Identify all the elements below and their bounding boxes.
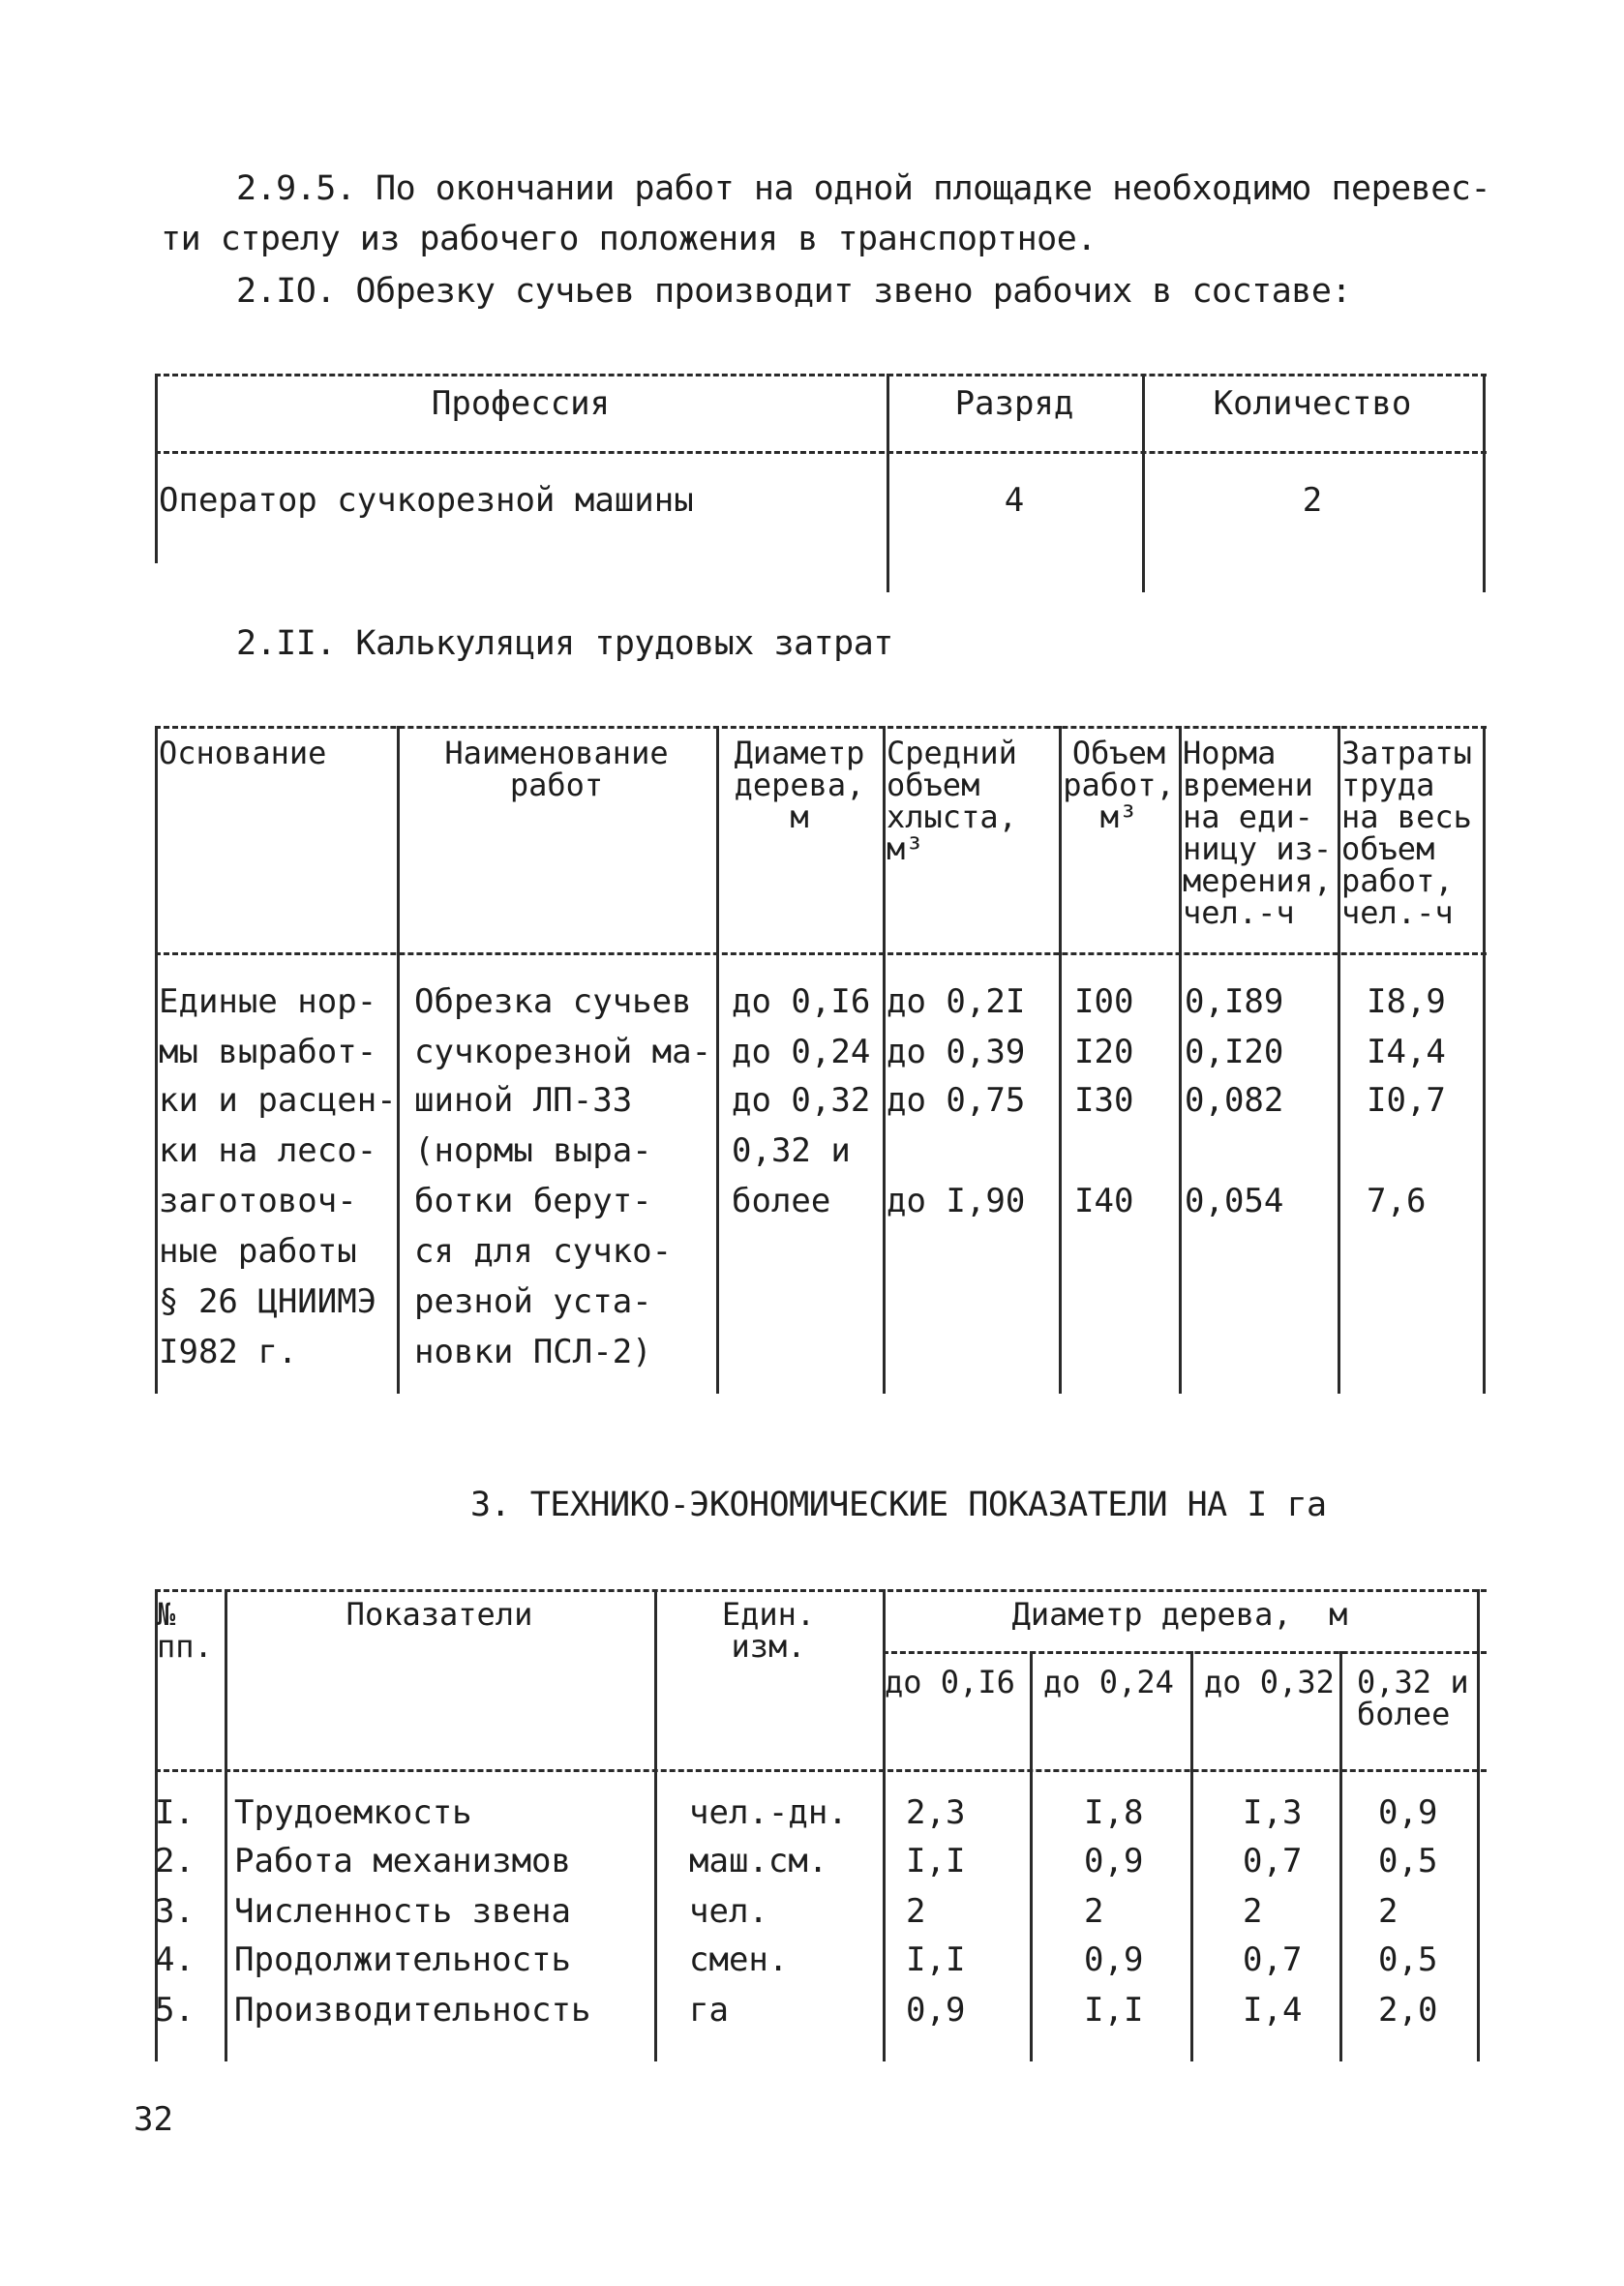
ind-row-num: 3.: [155, 1892, 195, 1931]
ind-row-num: 2.: [155, 1842, 195, 1880]
calc-diameter-line: до 0,32: [732, 1081, 871, 1120]
calc-avg-volume: до I,90: [887, 1182, 1026, 1220]
ind-row-value-d3: 2: [1243, 1892, 1263, 1931]
calc-table-right-border: [1483, 726, 1486, 1394]
ind-row-value-d1: I,I: [906, 1842, 966, 1880]
ind-row-value-d2: 0,9: [1084, 1842, 1144, 1880]
calc-header-basis: Основание: [159, 735, 327, 771]
calc-basis-line: § 26 ЦНИИМЭ: [159, 1282, 377, 1321]
ind-row-name: Продолжительность: [234, 1940, 571, 1979]
crew-cell-grade: 4: [1004, 481, 1025, 520]
calc-basis-line: ные работы: [159, 1232, 357, 1271]
ind-row-value-d3: I,4: [1243, 1991, 1303, 2030]
ind-row-name: Работа механизмов: [234, 1842, 571, 1880]
ind-row-num: I.: [155, 1793, 195, 1832]
calc-work-volume: I30: [1074, 1081, 1134, 1120]
ind-row-name: Производительность: [234, 1991, 591, 2030]
calc-work-line: шиной ЛП-33: [414, 1081, 633, 1120]
ind-row-value-d4: 0,5: [1378, 1940, 1438, 1979]
ind-row-value-d1: 2,3: [906, 1793, 966, 1832]
ind-table-divider-d1: [1030, 1651, 1033, 2061]
calc-header-diameter: Диаметр дерева, м: [734, 735, 865, 835]
calc-labor-cost: I4,4: [1367, 1033, 1446, 1071]
calc-basis-line: ки на лесо-: [159, 1131, 377, 1170]
ind-row-name: Трудоемкость: [234, 1793, 472, 1832]
calc-table-top-rule: [155, 726, 1487, 729]
ind-row-value-d2: I,I: [1084, 1991, 1144, 2030]
ind-row-value-d3: 0,7: [1243, 1940, 1303, 1979]
calc-header-work-volume: Объем работ, м³: [1063, 735, 1175, 835]
ind-row-num: 5.: [155, 1991, 195, 2030]
calc-work-line: новки ПСЛ-2): [414, 1333, 652, 1371]
page-number: 32: [134, 2100, 173, 2139]
ind-header-name: Показатели: [346, 1596, 533, 1633]
section-2-11-title: 2.II. Калькуляция трудовых затрат: [236, 624, 893, 663]
calc-basis-line: ки и расцен-: [159, 1081, 397, 1120]
ind-row-unit: чел.-дн.: [689, 1793, 848, 1832]
calc-diameter-line: 0,32 и: [732, 1131, 851, 1170]
calc-work-volume: I40: [1074, 1182, 1134, 1220]
paragraph-2-10: 2.IO. Обрезку сучьев производит звено рабочих в составе:: [236, 272, 1352, 311]
calc-header-work: Наименование работ: [444, 735, 669, 803]
ind-table-divider-num: [225, 1589, 227, 2061]
paragraph-2-9-5-line2: ти стрелу из рабочего положения в транспортное.: [161, 220, 1097, 258]
calc-diameter-line: до 0,24: [732, 1033, 871, 1071]
ind-row-value-d3: 0,7: [1243, 1842, 1303, 1880]
ind-table-divider-unit: [883, 1589, 886, 2061]
ind-row-unit: чел.: [689, 1892, 768, 1931]
calc-avg-volume: до 0,39: [887, 1033, 1026, 1071]
calc-work-line: Обрезка сучьев: [414, 982, 692, 1021]
ind-table-divider-d2: [1190, 1651, 1193, 2061]
ind-row-name: Численность звена: [234, 1892, 571, 1931]
ind-header-num: № пп.: [157, 1596, 213, 1665]
crew-header-grade: Разряд: [954, 384, 1074, 423]
ind-table-header-rule: [155, 1769, 1487, 1772]
calc-work-volume: I20: [1074, 1033, 1134, 1071]
calc-table-divider-5: [1179, 726, 1182, 1394]
calc-time-norm: 0,I20: [1185, 1033, 1284, 1071]
ind-row-value-d1: 2: [906, 1892, 926, 1931]
ind-table-divider-d3: [1339, 1651, 1342, 2061]
crew-cell-count: 2: [1302, 481, 1323, 520]
calc-labor-cost: I8,9: [1367, 982, 1446, 1021]
ind-row-value-d1: 0,9: [906, 1991, 966, 2030]
ind-row-num: 4.: [155, 1940, 195, 1979]
crew-table-top-rule: [155, 374, 1487, 376]
ind-header-d2: до 0,24: [1043, 1664, 1174, 1700]
ind-row-unit: га: [689, 1991, 729, 2030]
section-3-title: 3. ТЕХНИКО-ЭКОНОМИЧЕСКИЕ ПОКАЗАТЕЛИ НА I га: [470, 1486, 1327, 1524]
calc-labor-cost: 7,6: [1367, 1182, 1427, 1220]
ind-row-value-d4: 2: [1378, 1892, 1398, 1931]
crew-cell-profession: Оператор сучкорезной машины: [159, 481, 694, 520]
ind-row-value-d2: 2: [1084, 1892, 1104, 1931]
ind-row-value-d4: 2,0: [1378, 1991, 1438, 2030]
ind-row-value-d1: I,I: [906, 1940, 966, 1979]
ind-header-diameter-group: Диаметр дерева, м: [1011, 1596, 1348, 1633]
calc-basis-line: Единые нор-: [159, 982, 377, 1021]
ind-row-value-d2: 0,9: [1084, 1940, 1144, 1979]
calc-header-time-norm: Норма времени на еди- ницу из- мерения, чел.-ч: [1183, 735, 1333, 931]
calc-table-divider-3: [883, 726, 886, 1394]
calc-table-divider-1: [397, 726, 400, 1394]
ind-table-group-rule: [883, 1651, 1487, 1654]
calc-diameter-line: до 0,I6: [732, 982, 871, 1021]
ind-header-d1: до 0,I6: [885, 1664, 1015, 1700]
crew-header-count: Количество: [1213, 384, 1412, 423]
ind-row-value-d2: I,8: [1084, 1793, 1144, 1832]
calc-time-norm: 0,I89: [1185, 982, 1284, 1021]
calc-header-labor-cost: Затраты труда на весь объем работ, чел.-ч: [1341, 735, 1472, 931]
crew-table-header-rule: [155, 451, 1487, 454]
calc-diameter-line: более: [732, 1182, 831, 1220]
calc-work-line: ботки берут-: [414, 1182, 652, 1220]
calc-table-header-rule: [155, 952, 1487, 955]
ind-header-unit: Един. изм.: [721, 1596, 816, 1665]
calc-time-norm: 0,054: [1185, 1182, 1284, 1220]
ind-row-value-d3: I,3: [1243, 1793, 1303, 1832]
calc-header-avg-volume: Средний объем хлыста, м³: [887, 735, 1017, 867]
calc-work-line: ся для сучко-: [414, 1232, 673, 1271]
crew-table-right-border: [1483, 374, 1486, 592]
calc-labor-cost: I0,7: [1367, 1081, 1446, 1120]
ind-row-value-d4: 0,9: [1378, 1793, 1438, 1832]
paragraph-2-9-5-line1: 2.9.5. По окончании работ на одной площадке необходимо перевес-: [236, 169, 1491, 208]
calc-work-line: (нормы выра-: [414, 1131, 652, 1170]
ind-header-d3: до 0,32: [1204, 1664, 1335, 1700]
crew-header-profession: Профессия: [431, 384, 611, 423]
calc-table-divider-6: [1338, 726, 1340, 1394]
calc-avg-volume: до 0,2I: [887, 982, 1026, 1021]
ind-header-d4: 0,32 и более: [1357, 1664, 1469, 1732]
calc-work-volume: I00: [1074, 982, 1134, 1021]
calc-avg-volume: до 0,75: [887, 1081, 1026, 1120]
calc-table-left-border: [155, 726, 158, 1394]
calc-work-line: резной уста-: [414, 1282, 652, 1321]
calc-time-norm: 0,082: [1185, 1081, 1284, 1120]
calc-basis-line: заготовоч-: [159, 1182, 357, 1220]
calc-basis-line: I982 г.: [159, 1333, 298, 1371]
ind-row-unit: маш.см.: [689, 1842, 828, 1880]
ind-row-unit: смен.: [689, 1940, 789, 1979]
ind-row-value-d4: 0,5: [1378, 1842, 1438, 1880]
calc-work-line: сучкорезной ма-: [414, 1033, 712, 1071]
ind-table-right-border: [1477, 1589, 1480, 2061]
ind-table-top-rule: [155, 1589, 1487, 1592]
calc-basis-line: мы выработ-: [159, 1033, 377, 1071]
